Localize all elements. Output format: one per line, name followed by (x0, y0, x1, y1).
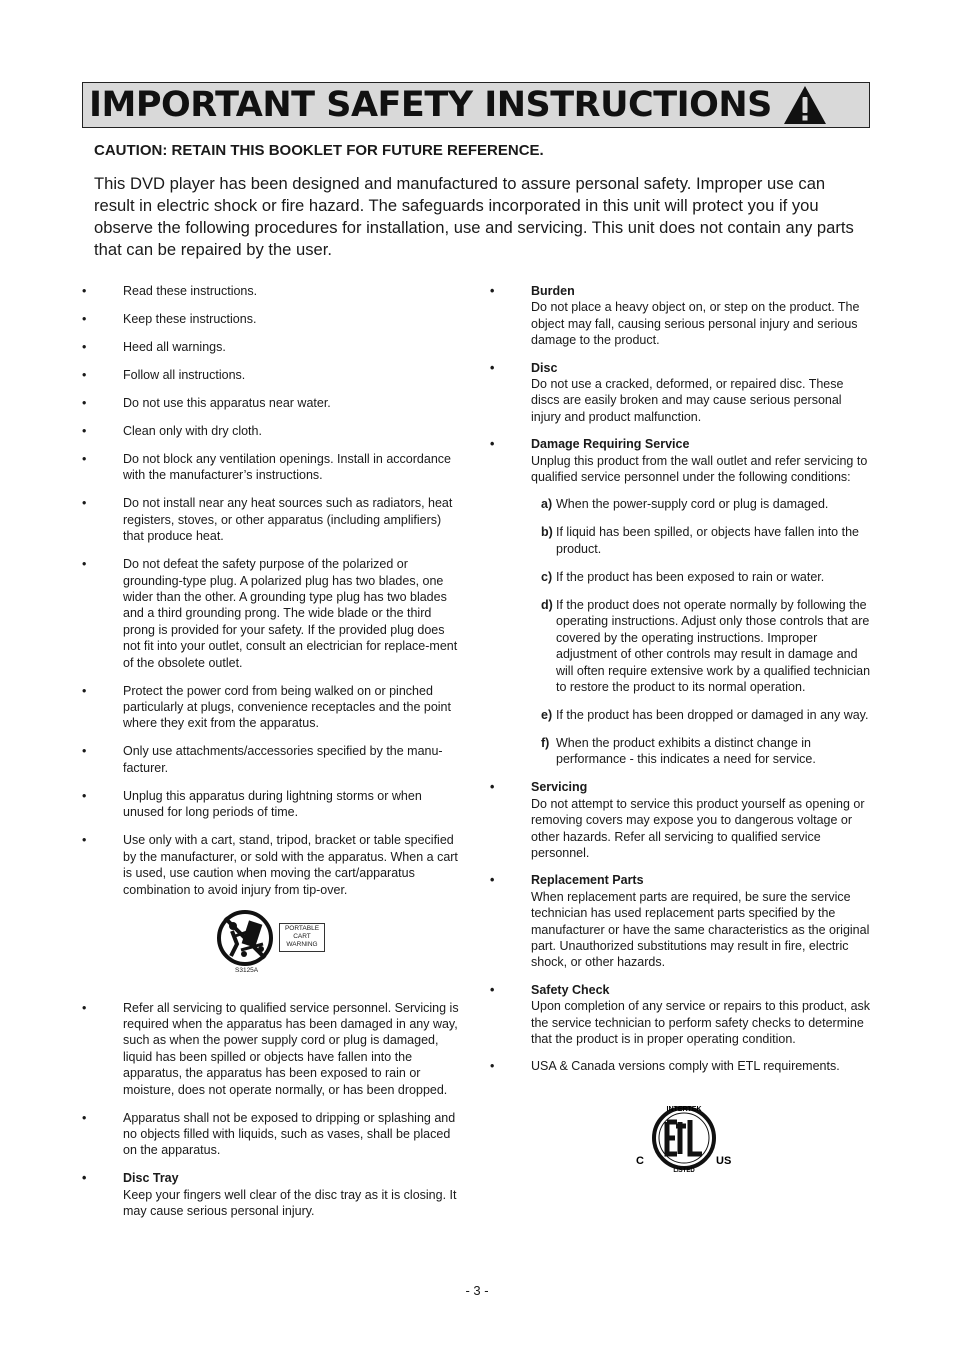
bullet: • (82, 312, 87, 326)
page-title: IMPORTANT SAFETY INSTRUCTIONS (89, 84, 772, 125)
left-column (80, 283, 464, 1231)
bullet: • (82, 496, 87, 511)
list-item (488, 1058, 874, 1074)
list-item: • Replacement Parts When replacement parts are required, be sure the service technician has used replacement parts specified by the manufacturer or have the same characteristics as the original part. Unauthorized substitutions may result in fire, electric shock, or other hazards. (490, 873, 870, 970)
bullet: • (490, 873, 495, 888)
etl-top-text: INTERTEK (666, 1105, 702, 1113)
bullet: • (490, 982, 495, 997)
bullet: • (82, 1000, 87, 1015)
condition-item: f) When the product exhibits a distinct change in performance - this indicates a need for service. (541, 735, 816, 767)
etl-note: USA & Canada versions comply with ETL requirements. (531, 1059, 840, 1074)
bullet: • (82, 683, 87, 698)
list-item: • Burden Do not place a heavy object on, or step on the product. The object may fall, causing serious personal injury and serious damage to the product. (490, 284, 860, 348)
disc-tray-text: Keep your fingers well clear of the disc tray as it is closing. It may cause serious personal injury. (123, 1187, 457, 1219)
warning-triangle-icon (782, 84, 828, 126)
disc-tray-title: Disc Tray (123, 1171, 179, 1186)
bullet: • (490, 360, 495, 375)
bullet: • (82, 340, 87, 354)
bullet: • (490, 437, 495, 452)
cart-warning-figure (217, 910, 337, 980)
bullet: • (82, 744, 87, 759)
list-item: • Do not use this apparatus near water. (82, 396, 331, 410)
list-item: • Refer all servicing to qualified service personnel. Servicing is required when the apparatus has been damaged in any way, such as when the power supply cord or plug is damaged, liquid has been spilled or objects have fallen into the apparatus, the apparatus has been exposed to rain or moisture, does not operate normally, or has been dropped. (82, 1000, 459, 1097)
list-item: • Damage Requiring Service Unplug this product from the wall outlet and refer servicing to qualified service personnel under the following conditions: (490, 437, 868, 485)
condition-item: a) When the power-supply cord or plug is damaged. (541, 497, 829, 512)
list-item (80, 1170, 464, 1219)
cart-tip-over-icon (217, 910, 277, 966)
cart-warning-label: PORTABLE CART WARNING (279, 923, 325, 952)
cart-warning-code: S3125A (235, 966, 259, 974)
list-item: • Do not defeat the safety purpose of the polarized or grounding-type plug. A polarized plug has two blades, one wider than the other. A grounding type plug has two blades and a third grounding prong. The wide blade or the third prong is provided for your safety. If the provided plug does not fit into your outlet, consult an electrician for replace-ment of the obsolete outlet. (82, 557, 458, 670)
condition-item: b) If liquid has been spilled, or objects have fallen into the product. (541, 525, 859, 556)
list-item: • Protect the power cord from being walked on or pinched particularly at plugs, convenience receptacles and the point where they exit from the apparatus. (82, 683, 451, 731)
bullet: • (82, 452, 87, 466)
etl-bottom-text: LISTED (673, 1167, 695, 1174)
bullet: • (490, 780, 495, 795)
bullet: • (82, 1110, 87, 1125)
list-item: • Heed all warnings. (82, 340, 226, 354)
list-item: • Keep these instructions. (82, 312, 257, 326)
bullet: • (490, 1059, 495, 1074)
etl-right-text: US (716, 1154, 732, 1167)
list-item: • Unplug this apparatus during lightning storms or when unused for long periods of time. (82, 788, 422, 820)
etl-left-text: C (636, 1154, 644, 1167)
condition-item: e) If the product has been dropped or damaged in any way. (541, 707, 869, 722)
condition-item: d) If the product does not operate normally by following the operating instructions. Adjust only those controls that are covered by the operating instructions. Improper adjustment of other controls may result in damage and will often require extensive work by a qualified technician to restore the product to its normal operation. (541, 597, 871, 694)
bullet: • (82, 284, 87, 298)
etl-listed-logo-icon (636, 1100, 732, 1180)
list-item: • Do not install near any heat sources such as radiators, heat registers, stoves, or other apparatus (including amplifiers) that produce heat. (82, 496, 453, 544)
list-item: • Servicing Do not attempt to service this product yourself as opening or removing covers may expose you to dangerous voltage or other hazards. Refer all servicing to qualified service personnel. (490, 780, 865, 860)
list-item: • Follow all instructions. (82, 368, 246, 382)
bullet: • (82, 557, 87, 572)
list-item: • Read these instructions. (82, 284, 258, 298)
bullet: • (82, 833, 87, 848)
page-number: - 3 - (465, 1283, 489, 1298)
bullet: • (82, 1171, 87, 1186)
title-bar (82, 82, 870, 128)
bullet: • (82, 396, 87, 410)
list-item: • Use only with a cart, stand, tripod, bracket or table specified by the manufacturer, or sold with the apparatus. When a cart is used, use caution when moving the cart/apparatus combination to avoid injury from tip-over. (82, 833, 458, 897)
bullet: • (82, 788, 87, 803)
caution-heading: CAUTION: RETAIN THIS BOOKLET FOR FUTURE REFERENCE. (94, 142, 544, 159)
bullet: • (490, 284, 495, 298)
list-item: • Do not block any ventilation openings. Install in accordance with the manufacturer’s instructions. (82, 452, 451, 483)
list-item: • Disc Do not use a cracked, deformed, or repaired disc. These discs are easily broken and may cause serious personal injury and product malfunction. (490, 360, 844, 424)
intro-paragraph: This DVD player has been designed and manufactured to assure personal safety. Improper use can result in electric shock or fire hazard. The safeguards incorporated in this unit will protect you if you observe the following procedures for installation, use and servicing. This unit does not contain any parts that can be repaired by the user. (94, 174, 854, 259)
list-item: • Safety Check Upon completion of any service or repairs to this product, ask the service technician to perform safety checks to determine that the product is in proper operating condition. (490, 982, 871, 1046)
condition-item: c) If the product has been exposed to rain or water. (541, 569, 825, 584)
list-item: • Clean only with dry cloth. (82, 424, 262, 438)
list-item: • Only use attachments/accessories specified by the manu-facturer. (82, 744, 443, 775)
bullet: • (82, 424, 87, 438)
right-column (488, 283, 874, 1184)
list-item: • Apparatus shall not be exposed to dripping or splashing and no objects filled with liquids, such as vases, shall be placed on the apparatus. (82, 1110, 456, 1158)
bullet: • (82, 368, 87, 382)
